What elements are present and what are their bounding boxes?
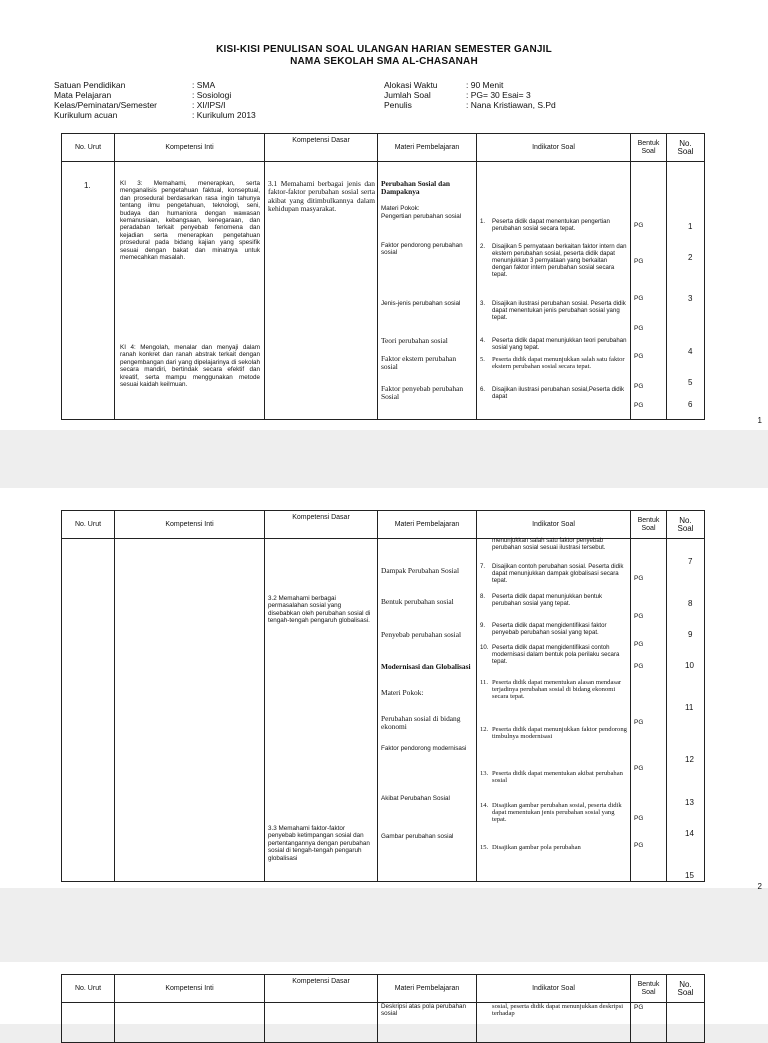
kisi-kisi-table-3 [61,974,705,1043]
school-name: NAMA SEKOLAH SMA AL-CHASANAH [290,56,478,67]
info-value: : SMA [192,80,216,90]
indikator-text: Peserta didik dapat menunjukkan faktor pendorong timbulnya modernisasi [492,726,627,740]
col-kompetensi-inti: Kompetensi Inti [115,134,265,162]
no-soal-value: 14 [685,829,694,838]
document-page-3 [0,962,768,1024]
bentuk-soal-value: PG [634,719,644,726]
no-soal-value: 10 [685,661,694,670]
no-soal-value: 2 [688,253,693,262]
materi-item: Bentuk perubahan sosial [381,597,454,606]
col-bentuk-soal: Bentuk Soal [631,511,667,539]
cell-kompetensi-inti [115,162,265,420]
no-soal-value: 1 [688,222,693,231]
info-value: : PG= 30 Esai= 3 [466,90,531,100]
cell-bentuk-soal [631,162,667,420]
bentuk-soal-value: PG [634,353,644,360]
cell-no-urut [62,1003,115,1043]
info-label: Mata Pelajaran [54,90,112,100]
indikator-text: Peserta didik dapat menunjukkan salah satu faktor ekstern perubahan sosial secara tepat. [492,356,625,370]
indikator-item [480,563,628,584]
indikator-continuation [480,537,628,551]
indikator-continuation [480,1003,628,1017]
info-right [384,80,556,110]
materi-item: Faktor ekstern perubahan sosial [381,354,457,372]
cell-kompetensi-dasar [265,1003,378,1043]
indikator-text: menunjukkan salah satu faktor penyebab perubahan sosial sesuai ilustrasi tersebut. [492,537,606,551]
indikator-item [480,243,628,278]
cell-kompetensi-dasar [265,162,378,420]
indikator-text: Disajikan gambar perubahan sosial, peserta didik dapat menentukan jenis perubahan sosial yang tepat. [492,802,622,823]
document-title: KISI-KISI PENULISAN SOAL ULANGAN HARIAN SEMESTER GANJIL [216,44,552,55]
materi-item: Gambar perubahan sosial [381,833,454,840]
col-kompetensi-dasar: Kompetensi Dasar [265,511,378,539]
indikator-number: 6. [480,386,486,393]
info-label: Alokasi Waktu [384,80,438,90]
materi-pokok-label: Materi Pokok: [381,688,424,697]
bentuk-soal-value: PG [634,815,644,822]
materi-item: Perubahan sosial di bidang ekonomi [381,714,461,732]
col-kompetensi-dasar: Kompetensi Dasar [265,975,378,1003]
col-no-soal: No. Soal [667,134,705,162]
indikator-number: 8. [480,593,486,600]
col-bentuk-soal: Bentuk Soal [631,134,667,162]
indikator-number: 3. [480,300,486,307]
indikator-text: Disajikan contoh perubahan sosial. Peserta didik dapat menunjukkan dampak globalisasi secara tepat. [492,563,624,584]
indikator-text: Peserta didik dapat menunjukkan teori perubahan sosial yang tepat. [492,337,627,351]
materi-item: Faktor pendorong perubahan sosial [381,242,463,257]
bentuk-soal-value: PG [634,1004,644,1011]
indikator-item [480,770,628,784]
indikator-number: 4. [480,337,486,344]
info-label: Satuan Pendidikan [54,80,126,90]
materi-item: Faktor penyebab perubahan Sosial [381,384,464,402]
indikator-number: 9. [480,622,486,629]
indikator-text: Peserta didik dapat mengidentifikasi faktor penyebab perubahan sosial yang tepat. [492,622,607,636]
cell-no-urut [62,539,115,882]
no-soal-value: 12 [685,755,694,764]
bentuk-soal-value: PG [634,402,644,409]
no-soal-value: 4 [688,347,693,356]
col-no-urut: No. Urut [62,975,115,1003]
kd-3-3: 3.3 Memahami faktor-faktor penyebab ketimpangan sosial dan pertentangannya dengan perubahan sosial di tengah-tengah pengaruh globalisasi [268,825,370,862]
cell-indikator [477,539,631,882]
info-label: Kurikulum acuan [54,110,118,120]
cell-kompetensi-inti [115,1003,265,1043]
no-soal-value: 11 [685,703,694,712]
info-value: : 90 Menit [466,80,504,90]
col-materi: Materi Pembelajaran [378,975,477,1003]
bentuk-soal-value: PG [634,613,644,620]
col-materi: Materi Pembelajaran [378,134,477,162]
indikator-text: Peserta didik dapat menentukan alasan mendasar terjadinya perubahan sosial di bidang ekonomi secara tepat. [492,679,622,700]
bentuk-soal-value: PG [634,842,644,849]
materi-item: Pengertian perubahan sosial [381,213,462,220]
indikator-item [480,337,628,351]
materi-item: Faktor pendorong modernisasi [381,745,467,752]
indikator-number: 12. [480,726,489,733]
materi-item: Teori perubahan sosial [381,336,448,345]
col-indikator: Indikator Soal [477,511,631,539]
materi-item: Deskripsi atas pola perubahan sosial [381,1003,467,1018]
kisi-kisi-table-1 [61,133,705,420]
indikator-text: Disajikan 5 pernyataan berkaitan faktor intern dan ekstern perubahan sosial, peserta didik dapat menunjukkan 3 pernyataan yang berkaitan dengan faktor intern perubahan sosial secara tepat. [492,243,627,278]
indikator-item [480,593,628,607]
cell-bentuk-soal [631,1003,667,1043]
col-indikator: Indikator Soal [477,975,631,1003]
col-materi: Materi Pembelajaran [378,511,477,539]
bentuk-soal-value: PG [634,325,644,332]
cell-materi [378,162,477,420]
indikator-item [480,218,628,232]
no-soal-value: 5 [688,378,693,387]
indikator-item [480,386,628,400]
no-soal-value: 9 [688,630,693,639]
bentuk-soal-value: PG [634,295,644,302]
materi-item: Dampak Perubahan Sosial [381,566,459,575]
indikator-text: Peserta didik dapat menentukan akibat perubahan sosial [492,770,623,784]
info-label: Jumlah Soal [384,90,431,100]
materi-item: Jenis-jenis perubahan sosial [381,300,461,307]
indikator-number: 11. [480,679,488,686]
col-indikator: Indikator Soal [477,134,631,162]
cell-no-soal [667,162,705,420]
indikator-number: 15. [480,844,489,851]
indikator-item [480,356,628,370]
indikator-text: Disajikan ilustrasi perubahan sosial,Peserta didik dapat [492,386,625,400]
document-page-2 [0,488,768,891]
ki3-text: KI 3: Memahami, menerapkan, serta menganalisis pengetahuan faktual, konseptual, dan prosedural berdasarkan rasa ingin tahunya tentang ilmu pengetahuan, teknologi, seni, budaya dan humaniora dengan wawasan kemanusiaan, kebangsaan, kenegaraan, dan peradaban terkait penyebab fenomena dan kejadian serta menerapkan pengetahuan prosedural pada bidang kajian yang spesifik sesuai dengan bakat dan minatnya untuk memecahkan masalah. [120,180,260,262]
cell-materi [378,1003,477,1043]
cell-indikator [477,1003,631,1043]
cell-indikator [477,162,631,420]
materi-heading: Perubahan Sosial dan Dampaknya [381,179,451,197]
bentuk-soal-value: PG [634,222,644,229]
col-no-urut: No. Urut [62,511,115,539]
info-label: Kelas/Peminatan/Semester [54,100,157,110]
kd-3-2: 3.2 Memahami berbagai permasalahan sosial yang disebabkan oleh perubahan sosial di tengah-tengah pengaruh globalisasi. [268,595,371,625]
materi-heading: Modernisasi dan Globalisasi [381,662,471,671]
cell-kompetensi-dasar [265,539,378,882]
indikator-item [480,844,628,851]
info-value: : Nana Kristiawan, S.Pd [466,100,556,110]
info-value: : Kurikulum 2013 [192,110,256,120]
indikator-number: 10. [480,644,489,651]
no-soal-value: 3 [688,294,693,303]
indikator-item [480,300,628,321]
indikator-number: 1. [480,218,486,225]
info-value: : Sosiologi [192,90,232,100]
bentuk-soal-value: PG [634,258,644,265]
no-soal-value: 15 [685,871,694,880]
document-page-1 [0,0,768,430]
indikator-item [480,726,628,740]
page-number: 1 [757,416,762,425]
ki4-text: KI 4: Mengolah, menalar dan menyaji dalam ranah konkret dan ranah abstrak terkait dengan pengembangan dari yang dipelajarinya di sekolah secara mandiri, bertindak secara efektif dan kreatif, serta mampu menggunakan metode sesuai kaidah keilmuan. [120,344,260,389]
indikator-text: Peserta didik dapat menentukan pengertian perubahan sosial secara tepat. [492,218,610,232]
cell-no-soal [667,1003,705,1043]
info-left [54,80,256,120]
col-no-urut: No. Urut [62,134,115,162]
page-number: 2 [757,882,762,891]
no-soal-value: 7 [688,557,693,566]
materi-item: Penyebab perubahan sosial [381,630,462,639]
no-soal-value: 6 [688,400,693,409]
indikator-item [480,802,628,823]
indikator-number: 13. [480,770,489,777]
col-no-soal: No. Soal [667,975,705,1003]
info-label: Penulis [384,100,412,110]
indikator-item [480,679,628,700]
kisi-kisi-table-2 [61,510,705,882]
bentuk-soal-value: PG [634,663,644,670]
col-no-soal: No. Soal [667,511,705,539]
bentuk-soal-value: PG [634,575,644,582]
cell-no-soal [667,539,705,882]
col-bentuk-soal: Bentuk Soal [631,975,667,1003]
indikator-text: sosial, peserta didik dapat menunjukkan deskripsi terhadap [492,1003,624,1017]
indikator-text: Disajikan ilustrasi perubahan sosial. Peserta didik dapat menentukan jenis perubahan sosial yang tepat. [492,300,626,321]
cell-kompetensi-inti [115,539,265,882]
bentuk-soal-value: PG [634,383,644,390]
col-kompetensi-inti: Kompetensi Inti [115,511,265,539]
no-soal-value: 8 [688,599,693,608]
indikator-text: Disajikan gambar pola perubahan [492,844,581,851]
info-value: : XI/IPS/I [192,100,226,110]
indikator-item [480,644,628,665]
cell-no-urut [62,162,115,420]
cell-bentuk-soal [631,539,667,882]
kd-3-1: 3.1 Memahami berbagai jenis dan faktor-faktor perubahan sosial serta akibat yang ditimbulkannya dalam kehidupan masyarakat. [268,179,375,214]
indikator-text: Peserta didik dapat mengidentifikasi contoh modernisasi dalam bentuk pola perilaku secara tepat. [492,644,620,665]
bentuk-soal-value: PG [634,641,644,648]
materi-item: Akibat Perubahan Sosial [381,795,450,802]
no-soal-value: 13 [685,798,694,807]
cell-materi [378,539,477,882]
col-kompetensi-dasar: Kompetensi Dasar [265,134,378,162]
indikator-number: 7. [480,563,486,570]
indikator-number: 5. [480,356,485,363]
no-urut-value: 1. [84,181,91,190]
indikator-text: Peserta didik dapat menunjukkan bentuk perubahan sosial yang tepat. [492,593,603,607]
col-kompetensi-inti: Kompetensi Inti [115,975,265,1003]
indikator-item [480,622,628,636]
materi-pokok-label: Materi Pokok: [381,205,420,212]
indikator-number: 14. [480,802,489,809]
indikator-number: 2. [480,243,486,250]
bentuk-soal-value: PG [634,765,644,772]
